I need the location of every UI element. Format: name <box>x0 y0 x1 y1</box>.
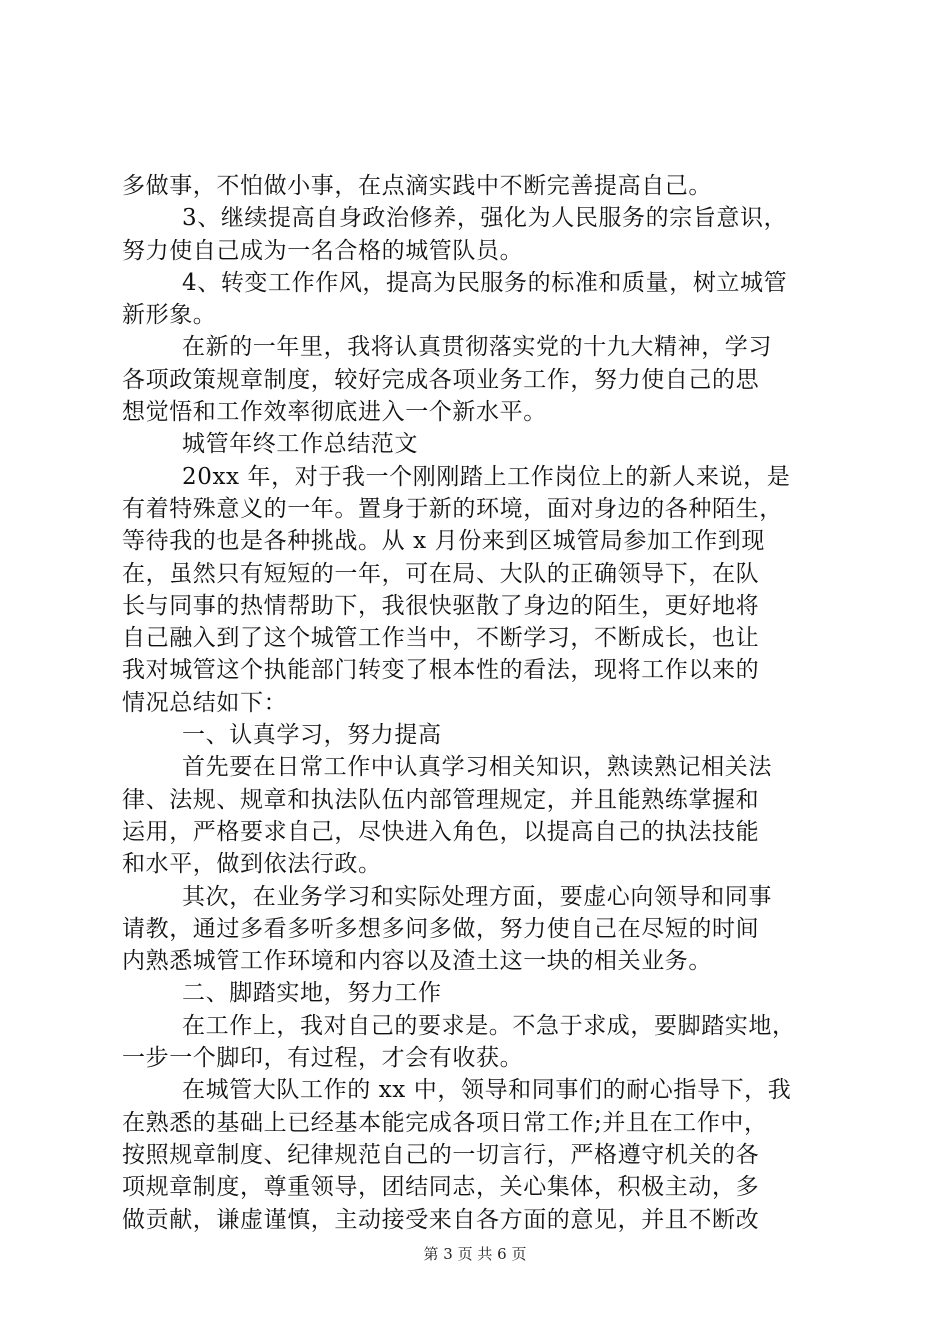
text-line: 等待我的也是各种挑战。从 x 月份来到区城管局参加工作到现 <box>122 528 765 555</box>
text-line: 内熟悉城管工作环境和内容以及渣土这一块的相关业务。 <box>122 948 712 975</box>
document-body <box>122 170 837 1236</box>
text-line: 我对城管这个执能部门转变了根本性的看法，现将工作以来的 <box>122 657 760 684</box>
text-line: 多做事，不怕做小事，在点滴实践中不断完善提高自己。 <box>122 173 712 199</box>
text-line: 首先要在日常工作中认真学习相关知识，熟读熟记相关法 <box>182 754 772 781</box>
text-line: 有着特殊意义的一年。置身于新的环境，面对身边的各种陌生， <box>122 495 783 522</box>
text-line: 长与同事的热情帮助下，我很快驱散了身边的陌生，更好地将 <box>122 592 760 619</box>
text-line: 请教，通过多看多听多想多问多做，努力使自己在尽短的时间 <box>122 915 760 942</box>
text-line: 在城管大队工作的 xx 中，领导和同事们的耐心指导下，我 <box>182 1077 792 1104</box>
text-line: 运用，严格要求自己，尽快进入角色，以提高自己的执法技能 <box>122 818 760 845</box>
text-line: 和水平，做到依法行政。 <box>122 851 382 878</box>
text-line: 在新的一年里，我将认真贯彻落实党的十九大精神，学习 <box>182 334 772 361</box>
page-footer: 第 3 页 共 6 页 <box>423 1245 527 1263</box>
text-line: 自己融入到了这个城管工作当中，不断学习，不断成长，也让 <box>122 625 760 652</box>
text-line: 做贡献，谦虚谨慎，主动接受来自各方面的意见，并且不断改 <box>122 1206 760 1233</box>
text-line: 情况总结如下： <box>122 689 288 716</box>
text-line: 城管年终工作总结范文 <box>182 431 418 458</box>
text-line: 其次，在业务学习和实际处理方面，要虚心向领导和同事 <box>182 883 772 910</box>
text-line: 一、认真学习，努力提高 <box>182 722 442 749</box>
text-line: 律、法规、规章和执法队伍内部管理规定，并且能熟练掌握和 <box>122 786 760 813</box>
text-line: 项规章制度，尊重领导，团结同志，关心集体，积极主动，多 <box>122 1174 760 1201</box>
text-line: 20xx 年，对于我一个刚刚踏上工作岗位上的新人来说，是 <box>182 463 791 490</box>
text-line: 各项政策规章制度，较好完成各项业务工作，努力使自己的思 <box>122 366 760 393</box>
text-line: 在熟悉的基础上已经基本能完成各项日常工作;并且在工作中， <box>122 1109 768 1136</box>
text-line: 努力使自己成为一名合格的城管队员。 <box>122 237 524 264</box>
text-line: 新形象。 <box>122 302 217 329</box>
text-line: 想觉悟和工作效率彻底进入一个新水平。 <box>122 399 547 426</box>
text-line: 在工作上，我对自己的要求是。不急于求成，要脚踏实地， <box>182 1012 796 1039</box>
text-line: 一步一个脚印，有过程，才会有收获。 <box>122 1045 524 1072</box>
text-line: 二、脚踏实地，努力工作 <box>182 980 442 1007</box>
text-line: 在，虽然只有短短的一年，可在局、大队的正确领导下，在队 <box>122 560 760 587</box>
text-line: 4、转变工作作风，提高为民服务的标准和质量，树立城管 <box>182 269 788 296</box>
text-line: 3、继续提高自身政治修养，强化为人民服务的宗旨意识， <box>182 205 788 232</box>
text-line: 按照规章制度、纪律规范自己的一切言行，严格遵守机关的各 <box>122 1141 760 1168</box>
